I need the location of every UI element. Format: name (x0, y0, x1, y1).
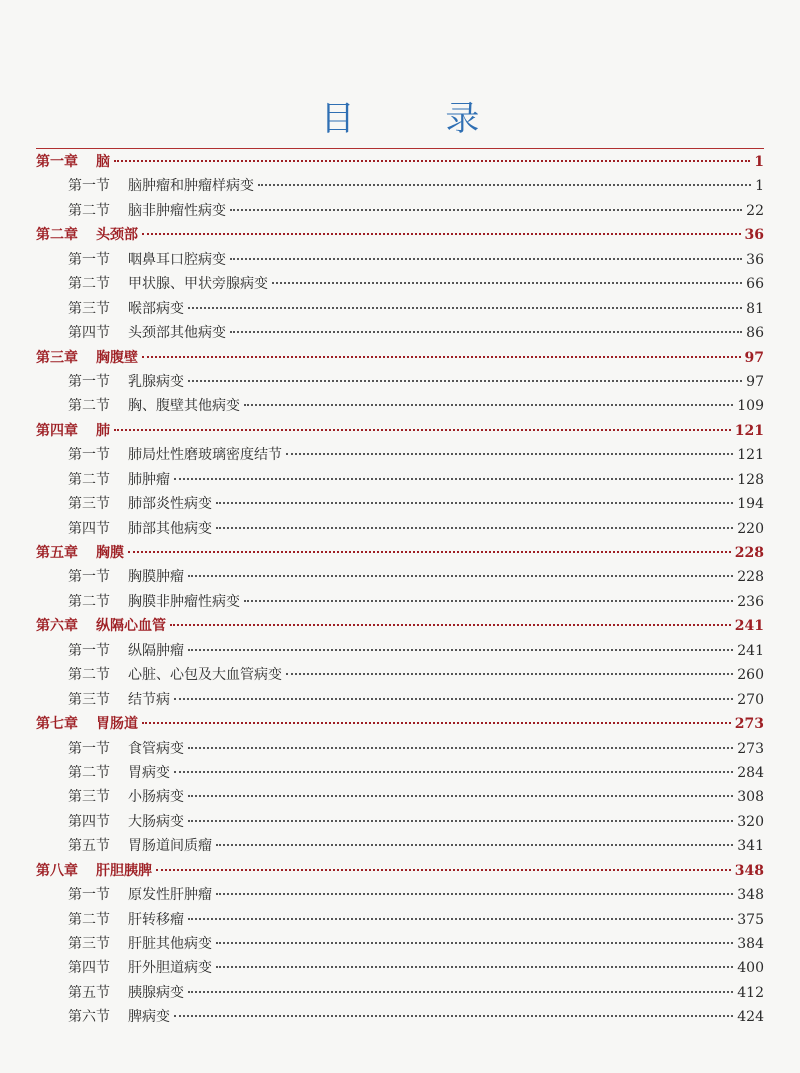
section-page-number: 241 (737, 642, 764, 659)
toc-section-row[interactable] (36, 443, 764, 467)
section-page-number: 86 (746, 325, 764, 342)
section-title: 脾病变 (128, 1009, 170, 1026)
toc-chapter-row[interactable] (36, 712, 764, 736)
section-page-number: 341 (737, 838, 764, 855)
dot-leader (114, 160, 750, 162)
section-title: 头颈部其他病变 (128, 325, 226, 342)
chapter-number: 第五章 (36, 545, 78, 561)
section-number: 第三节 (68, 936, 110, 952)
chapter-number: 第七章 (36, 716, 78, 733)
section-page-number: 308 (737, 789, 764, 806)
section-title: 肺局灶性磨玻璃密度结节 (128, 447, 282, 464)
toc-section-row[interactable] (36, 321, 764, 345)
dot-leader (188, 649, 733, 651)
section-number: 第二节 (68, 593, 110, 610)
section-number: 第五节 (68, 984, 110, 1001)
dot-leader (216, 502, 733, 504)
section-page-number: 121 (737, 447, 764, 464)
section-title: 胰腺病变 (128, 984, 184, 1001)
section-title: 肺肿瘤 (128, 471, 170, 488)
section-page-number: 36 (746, 251, 764, 268)
chapter-title: 肝胆胰脾 (96, 862, 152, 879)
chapter-page-number: 228 (734, 545, 764, 561)
toc-section-row[interactable] (36, 834, 764, 858)
section-number: 第二节 (68, 471, 110, 488)
chapter-page-number: 121 (734, 422, 764, 439)
section-page-number: 384 (737, 936, 764, 952)
section-number: 第四节 (68, 520, 110, 537)
section-number: 第六节 (68, 1009, 110, 1026)
dot-leader (142, 233, 741, 235)
chapter-number: 第八章 (36, 862, 78, 879)
dot-leader (188, 795, 733, 797)
chapter-page-number: 97 (744, 349, 764, 366)
dot-leader (114, 429, 731, 431)
top-divider (36, 148, 764, 149)
toc-section-row[interactable] (36, 737, 764, 761)
section-title: 结节病 (128, 691, 170, 708)
section-page-number: 22 (746, 202, 764, 219)
section-page-number: 1 (755, 178, 764, 195)
section-title: 纵隔肿瘤 (128, 642, 184, 659)
table-of-contents (36, 150, 764, 1030)
dot-leader (174, 478, 733, 480)
dot-leader (216, 844, 733, 846)
section-page-number: 97 (746, 373, 764, 390)
section-number: 第一节 (68, 642, 110, 659)
section-number: 第二节 (68, 276, 110, 293)
section-number: 第二节 (68, 911, 110, 928)
section-number: 第三节 (68, 300, 110, 317)
dot-leader (188, 380, 742, 382)
chapter-page-number: 273 (734, 716, 764, 733)
dot-leader (174, 771, 733, 773)
section-page-number: 320 (737, 813, 764, 830)
section-page-number: 109 (737, 398, 764, 415)
section-number: 第二节 (68, 764, 110, 781)
toc-section-row[interactable] (36, 883, 764, 907)
dot-leader (230, 258, 742, 260)
section-page-number: 220 (737, 520, 764, 537)
toc-chapter-row[interactable] (36, 419, 764, 443)
section-page-number: 375 (737, 911, 764, 928)
section-title: 肝脏其他病变 (128, 936, 212, 952)
section-title: 肺部炎性病变 (128, 496, 212, 513)
toc-chapter-row[interactable] (36, 223, 764, 247)
section-number: 第一节 (68, 740, 110, 757)
dot-leader (216, 942, 733, 944)
section-number: 第五节 (68, 838, 110, 855)
toc-chapter-row[interactable] (36, 614, 764, 638)
section-title: 小肠病变 (128, 789, 184, 806)
section-number: 第一节 (68, 178, 110, 195)
section-title: 原发性肝肿瘤 (128, 887, 212, 904)
toc-section-row[interactable] (36, 639, 764, 663)
section-number: 第三节 (68, 789, 110, 806)
chapter-title: 胸腹壁 (96, 349, 138, 366)
chapter-title: 脑 (96, 154, 110, 170)
section-title: 喉部病变 (128, 300, 184, 317)
toc-section-row[interactable] (36, 199, 764, 223)
section-page-number: 348 (737, 887, 764, 904)
section-title: 胸膜非肿瘤性病变 (128, 593, 240, 610)
chapter-number: 第二章 (36, 227, 78, 244)
section-title: 脑非肿瘤性病变 (128, 202, 226, 219)
dot-leader (174, 698, 733, 700)
dot-leader (188, 575, 733, 577)
dot-leader (128, 551, 731, 553)
dot-leader (188, 991, 733, 993)
dot-leader (174, 1015, 733, 1017)
section-number: 第一节 (68, 251, 110, 268)
toc-chapter-row[interactable] (36, 150, 764, 174)
chapter-number: 第一章 (36, 154, 78, 170)
dot-leader (230, 331, 742, 333)
toc-chapter-row[interactable] (36, 859, 764, 883)
toc-section-row[interactable] (36, 394, 764, 418)
dot-leader (244, 404, 733, 406)
section-page-number: 194 (737, 496, 764, 513)
toc-section-row[interactable] (36, 908, 764, 932)
section-page-number: 284 (737, 764, 764, 781)
dot-leader (188, 820, 733, 822)
section-page-number: 81 (746, 300, 764, 317)
toc-chapter-row[interactable] (36, 346, 764, 370)
toc-section-row[interactable] (36, 785, 764, 809)
dot-leader (156, 869, 731, 871)
section-number: 第三节 (68, 496, 110, 513)
section-title: 食管病变 (128, 740, 184, 757)
chapter-page-number: 348 (734, 862, 764, 879)
toc-section-row[interactable] (36, 761, 764, 785)
section-page-number: 128 (737, 471, 764, 488)
toc-section-row[interactable] (36, 297, 764, 321)
chapter-page-number: 241 (734, 618, 764, 635)
toc-section-row[interactable] (36, 956, 764, 980)
section-page-number: 260 (737, 667, 764, 684)
toc-section-row[interactable] (36, 370, 764, 394)
section-title: 大肠病变 (128, 813, 184, 830)
section-page-number: 412 (737, 984, 764, 1001)
section-page-number: 236 (737, 593, 764, 610)
chapter-page-number: 1 (754, 154, 764, 170)
dot-leader (216, 527, 733, 529)
toc-section-row[interactable] (36, 663, 764, 687)
dot-leader (258, 184, 751, 186)
toc-section-row[interactable] (36, 468, 764, 492)
dot-leader (230, 209, 742, 211)
toc-section-row[interactable] (36, 174, 764, 198)
section-number: 第二节 (68, 398, 110, 415)
chapter-title: 胸膜 (96, 545, 124, 561)
section-title: 乳腺病变 (128, 373, 184, 390)
dot-leader (286, 673, 733, 675)
section-page-number: 424 (737, 1009, 764, 1026)
section-title: 胃病变 (128, 764, 170, 781)
section-page-number: 270 (737, 691, 764, 708)
dot-leader (188, 747, 733, 749)
section-number: 第二节 (68, 667, 110, 684)
toc-section-row[interactable] (36, 517, 764, 541)
dot-leader (142, 722, 731, 724)
dot-leader (216, 966, 733, 968)
dot-leader (188, 307, 742, 309)
chapter-title: 纵隔心血管 (96, 618, 166, 635)
section-page-number: 273 (737, 740, 764, 757)
section-number: 第一节 (68, 373, 110, 390)
section-number: 第一节 (68, 569, 110, 586)
chapter-page-number: 36 (744, 227, 764, 244)
toc-section-row[interactable] (36, 810, 764, 834)
section-title: 脑肿瘤和肿瘤样病变 (128, 178, 254, 195)
section-number: 第二节 (68, 202, 110, 219)
section-title: 胸、腹壁其他病变 (128, 398, 240, 415)
toc-section-row[interactable] (36, 248, 764, 272)
section-number: 第三节 (68, 691, 110, 708)
chapter-number: 第六章 (36, 618, 78, 635)
dot-leader (272, 282, 742, 284)
toc-section-row[interactable] (36, 1005, 764, 1029)
toc-section-row[interactable] (36, 492, 764, 516)
toc-section-row[interactable] (36, 590, 764, 614)
toc-chapter-row[interactable] (36, 541, 764, 565)
section-page-number: 66 (746, 276, 764, 293)
section-page-number: 400 (737, 960, 764, 977)
dot-leader (188, 918, 733, 920)
section-number: 第四节 (68, 325, 110, 342)
dot-leader (142, 356, 741, 358)
section-title: 肺部其他病变 (128, 520, 212, 537)
section-title: 咽鼻耳口腔病变 (128, 251, 226, 268)
section-title: 心脏、心包及大血管病变 (128, 667, 282, 684)
toc-section-row[interactable] (36, 272, 764, 296)
toc-section-row[interactable] (36, 565, 764, 589)
dot-leader (216, 893, 733, 895)
toc-section-row[interactable] (36, 688, 764, 712)
section-title: 甲状腺、甲状旁腺病变 (128, 276, 268, 293)
dot-leader (286, 453, 733, 455)
section-number: 第一节 (68, 447, 110, 464)
section-number: 第一节 (68, 887, 110, 904)
section-title: 肝外胆道病变 (128, 960, 212, 977)
section-page-number: 228 (737, 569, 764, 586)
toc-section-row[interactable] (36, 981, 764, 1005)
chapter-title: 肺 (96, 422, 110, 439)
chapter-number: 第三章 (36, 349, 78, 366)
page-title: 目 录 (320, 98, 520, 139)
section-title: 肝转移瘤 (128, 911, 184, 928)
toc-section-row[interactable] (36, 932, 764, 956)
section-title: 胸膜肿瘤 (128, 569, 184, 586)
chapter-title: 头颈部 (96, 227, 138, 244)
chapter-number: 第四章 (36, 422, 78, 439)
dot-leader (170, 624, 731, 626)
chapter-title: 胃肠道 (96, 716, 138, 733)
section-title: 胃肠道间质瘤 (128, 838, 212, 855)
section-number: 第四节 (68, 960, 110, 977)
section-number: 第四节 (68, 813, 110, 830)
dot-leader (244, 600, 733, 602)
